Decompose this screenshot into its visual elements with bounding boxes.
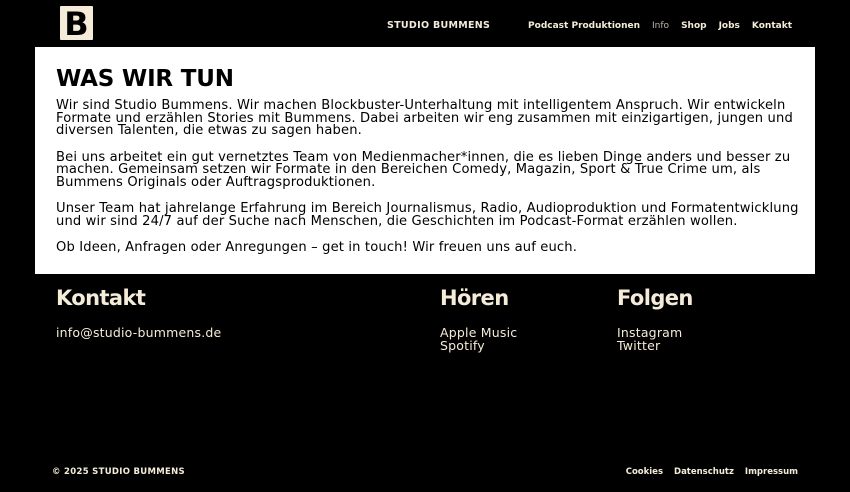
info-text	[56, 100, 801, 269]
twitter-link[interactable]: Twitter	[617, 338, 661, 353]
studio-bummens-logo[interactable]	[60, 6, 93, 40]
logo-letter: B	[64, 6, 89, 40]
listen-links	[440, 326, 517, 352]
listen-title: Hören	[440, 286, 509, 310]
footer-legal-links	[626, 467, 798, 477]
nav-kontakt[interactable]: Kontakt	[751, 21, 792, 31]
cookies-link[interactable]: Cookies	[625, 467, 664, 477]
info-paragraph: Wir sind Studio Bummens. Wir machen Blockbuster-Unterhaltung mit intelligentem Anspruch. Wir entwickeln Formate und erzählen Stories mit Bummens. Dabei arbeiten wir eng zusammen mit einzigartigen, jungen und diversen Talenten, die etwas zu sagen haben.	[56, 98, 793, 138]
follow-links	[617, 326, 682, 352]
info-heading: WAS WIR TUN	[56, 66, 234, 92]
instagram-link[interactable]: Instagram	[617, 325, 683, 340]
nav-info[interactable]: Info	[652, 21, 670, 31]
nav-shop[interactable]: Shop	[681, 21, 707, 31]
main-navigation	[528, 21, 792, 31]
info-panel	[35, 47, 815, 274]
nav-jobs[interactable]: Jobs	[718, 21, 740, 31]
follow-title: Folgen	[617, 286, 693, 310]
contact-email-link[interactable]: info@studio-bummens.de	[56, 325, 222, 340]
info-paragraph: Bei uns arbeitet ein gut vernetztes Team von Medienmacher*innen, die es lieben Dinge anders und besser zu machen. Gemeinsam setzen wir Formate in den Bereichen Comedy, Magazin, Sport & True Crime um, als Bummens Originals oder Auftragsproduktionen.	[56, 149, 791, 190]
nav-podcast-produktionen[interactable]: Podcast Produktionen	[528, 21, 641, 31]
info-paragraph: Ob Ideen, Anfragen oder Anregungen – get in touch! Wir freuen uns auf euch.	[56, 240, 578, 255]
spotify-link[interactable]: Spotify	[440, 338, 485, 353]
contact-links	[56, 326, 221, 339]
info-paragraph: Unser Team hat jahrelange Erfahrung im Bereich Journalismus, Radio, Audioproduktion und Formatentwicklung und wir sind 24/7 auf der Suche nach Menschen, die Geschichten im Podcast-Format erzählen wollen.	[56, 201, 799, 229]
copyright-text: © 2025 STUDIO BUMMENS	[52, 467, 185, 477]
datenschutz-link[interactable]: Datenschutz	[674, 467, 734, 477]
apple-music-link[interactable]: Apple Music	[440, 325, 518, 340]
site-title-link[interactable]: STUDIO BUMMENS	[387, 20, 491, 31]
contact-title: Kontakt	[56, 286, 146, 310]
impressum-link[interactable]: Impressum	[744, 467, 798, 477]
